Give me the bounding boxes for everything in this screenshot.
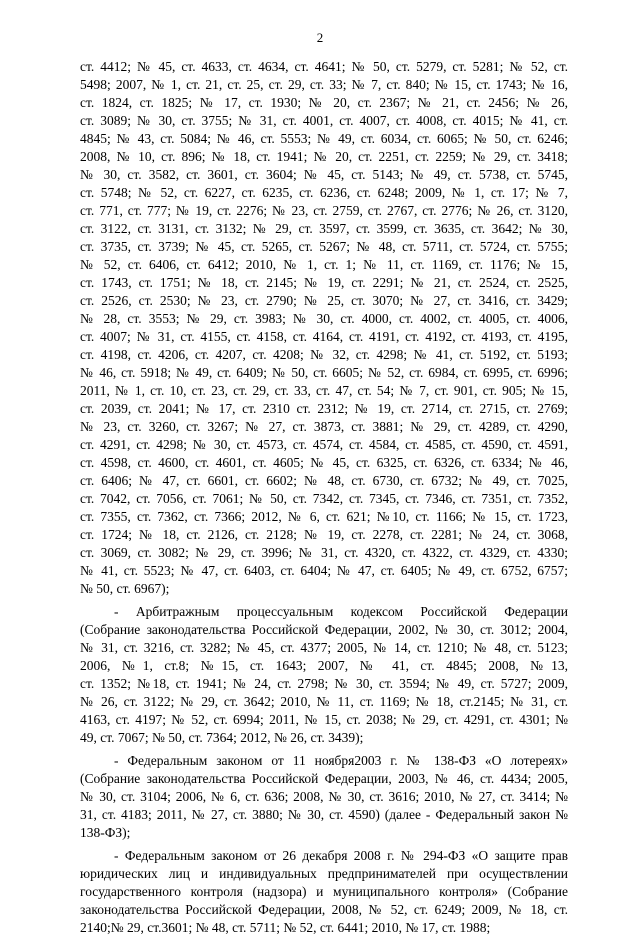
text-line: 31, ст. 4183; 2011, № 27, ст. 3880; № 30, ст. 4590) (далее - Федеральный закон № <box>80 807 568 822</box>
text-line: № 31, ст. 3216, ст. 3282; № 45, ст. 4377; 2005, № 14, ст. 1210; № 48, ст. 5123; <box>80 640 568 655</box>
text-line: 138-ФЗ); <box>80 825 131 840</box>
text-line: - Федеральным законом от 11 ноября2003 г. № 138-ФЗ «О лотереях» <box>114 753 568 768</box>
text-line: ст. 771, ст. 777; № 19, ст. 2276; № 23, ст. 2759, ст. 2767, ст. 2776; № 26, ст. 3120, <box>80 203 568 218</box>
paragraph <box>80 847 568 937</box>
text-line: № 30, ст. 3582, ст. 3601, ст. 3604; № 45, ст. 5143; № 49, ст. 5738, ст. 5745, <box>80 167 568 182</box>
text-line: ст. 7042, ст. 7056, ст. 7061; № 50, ст. 7342, ст. 7345, ст. 7346, ст. 7351, ст. 7352, <box>80 491 568 506</box>
text-line: ст. 5748; № 52, ст. 6227, ст. 6235, ст. 6236, ст. 6248; 2009, № 1, ст. 17; № 7, <box>80 185 568 200</box>
text-line: № 28, ст. 3553; № 29, ст. 3983; № 30, ст. 4000, ст. 4002, ст. 4005, ст. 4006, <box>80 311 568 326</box>
text-line: ст. 7355, ст. 7362, ст. 7366; 2012, № 6, ст. 621; №10, ст. 1166; № 15, ст. 1723, <box>80 509 568 524</box>
text-line: (Собрание законодательства Российской Федерации, 2003, № 46, ст. 4434; 2005, <box>80 771 568 786</box>
text-line: 4163, ст. 4197; № 52, ст. 6994; 2011, № 15, ст. 2038; № 29, ст. 4291, ст. 4301; № <box>80 712 568 727</box>
text-line: ст. 3735, ст. 3739; № 45, ст. 5265, ст. 5267; № 48, ст. 5711, ст. 5724, ст. 5755; <box>80 239 568 254</box>
text-line: 4845; № 43, ст. 5084; № 46, ст. 5553; № 49, ст. 6034, ст. 6065; № 50, ст. 6246; <box>80 131 568 146</box>
text-line: ст. 6406; № 47, ст. 6601, ст. 6602; № 48, ст. 6730, ст. 6732; № 49, ст. 7025, <box>80 473 568 488</box>
text-line: № 26, ст. 3122; № 29, ст. 3642; 2010, № 11, ст. 1169; № 18, ст.2145; № 31, ст. <box>80 694 568 709</box>
text-line: (Собрание законодательства Российской Федерации, 2002, № 30, ст. 3012; 2004, <box>80 622 568 637</box>
text-line: государственного контроля (надзора) и муниципального контроля» (Собрание <box>80 884 568 899</box>
text-line: юридических лиц и индивидуальных предпринимателей при осуществлении <box>80 866 568 881</box>
text-line: ст. 2526, ст. 2530; № 23, ст. 2790; № 25, ст. 3070; № 27, ст. 3416, ст. 3429; <box>80 293 568 308</box>
text-line: 2008, № 10, ст. 896; № 18, ст. 1941; № 20, ст. 2251, ст. 2259; № 29, ст. 3418; <box>80 149 568 164</box>
document-body <box>80 58 568 937</box>
text-line: ст. 2039, ст. 2041; № 17, ст. 2310 ст. 2312; № 19, ст. 2714, ст. 2715, ст. 2769; <box>80 401 568 416</box>
text-line: ст. 1743, ст. 1751; № 18, ст. 2145; № 19, ст. 2291; № 21, ст. 2524, ст. 2525, <box>80 275 568 290</box>
text-line: 2006, №1, ст.8; №15, ст. 1643; 2007, № 41, ст. 4845; 2008, №13, <box>80 658 568 673</box>
paragraph <box>80 752 568 842</box>
text-line: ст. 4598, ст. 4600, ст. 4601, ст. 4605; № 45, ст. 6325, ст. 6326, ст. 6334; № 46, <box>80 455 568 470</box>
text-line: 49, ст. 7067; № 50, ст. 7364; 2012, № 26, ст. 3439); <box>80 730 364 745</box>
paragraph <box>80 58 568 598</box>
text-line: законодательства Российской Федерации, 2008, № 52, ст. 6249; 2009, № 18, ст. <box>80 902 568 917</box>
text-line: ст. 1352; №18, ст. 1941; № 24, ст. 2798; № 30, ст. 3594; № 49, ст. 5727; 2009, <box>80 676 568 691</box>
text-line: № 23, ст. 3260, ст. 3267; № 27, ст. 3873, ст. 3881; № 29, ст. 4289, ст. 4290, <box>80 419 568 434</box>
text-line: ст. 4412; № 45, ст. 4633, ст. 4634, ст. 4641; № 50, ст. 5279, ст. 5281; № 52, ст. <box>80 59 568 74</box>
text-line: № 41, ст. 5523; № 47, ст. 6403, ст. 6404; № 47, ст. 6405; № 49, ст. 6752, 6757; <box>80 563 568 578</box>
text-line: № 50, ст. 6967); <box>80 581 170 596</box>
page-number: 2 <box>316 30 324 45</box>
text-line: - Федеральным законом от 26 декабря 2008 г. № 294-ФЗ «О защите прав <box>114 848 568 863</box>
paragraph <box>80 603 568 747</box>
text-line: ст. 3089; № 30, ст. 3755; № 31, ст. 4001, ст. 4007, ст. 4008, ст. 4015; № 41, ст. <box>80 113 568 128</box>
text-line: № 30, ст. 3104; 2006, № 6, ст. 636; 2008, № 30, ст. 3616; 2010, № 27, ст. 3414; № <box>80 789 568 804</box>
text-line: ст. 1824, ст. 1825; № 17, ст. 1930; № 20, ст. 2367; № 21, ст. 2456; № 26, <box>80 95 568 110</box>
text-line: 2140;№ 29, ст.3601; № 48, ст. 5711; № 52, ст. 6441; 2010, № 17, ст. 1988; <box>80 920 491 935</box>
text-line: ст. 3069, ст. 3082; № 29, ст. 3996; № 31, ст. 4320, ст. 4322, ст. 4329, ст. 4330; <box>80 545 568 560</box>
text-line: ст. 1724; № 18, ст. 2126, ст. 2128; № 19, ст. 2278, ст. 2281; № 24, ст. 3068, <box>80 527 568 542</box>
text-line: ст. 4198, ст. 4206, ст. 4207, ст. 4208; № 32, ст. 4298; № 41, ст. 5192, ст. 5193; <box>80 347 568 362</box>
text-line: ст. 4007; № 31, ст. 4155, ст. 4158, ст. 4164, ст. 4191, ст. 4192, ст. 4193, ст. 4195, <box>80 329 568 344</box>
text-line: - Арбитражным процессуальным кодексом Российской Федерации <box>114 604 568 619</box>
text-line: 2011, № 1, ст. 10, ст. 23, ст. 29, ст. 33, ст. 47, ст. 54; № 7, ст. 901, ст. 905; № 15, <box>80 383 568 398</box>
text-line: ст. 3122, ст. 3131, ст. 3132; № 29, ст. 3597, ст. 3599, ст. 3635, ст. 3642; № 30, <box>80 221 568 236</box>
text-line: № 46, ст. 5918; № 49, ст. 6409; № 50, ст. 6605; № 52, ст. 6984, ст. 6995, ст. 6996; <box>80 365 568 380</box>
text-line: ст. 4291, ст. 4298; № 30, ст. 4573, ст. 4574, ст. 4584, ст. 4585, ст. 4590, ст. 4591, <box>80 437 568 452</box>
text-line: 5498; 2007, № 1, ст. 21, ст. 25, ст. 29, ст. 33; № 7, ст. 840; № 15, ст. 1743; № 16, <box>80 77 568 92</box>
text-line: № 52, ст. 6406, ст. 6412; 2010, № 1, ст. 1; № 11, ст. 1169, ст. 1176; № 15, <box>80 257 568 272</box>
